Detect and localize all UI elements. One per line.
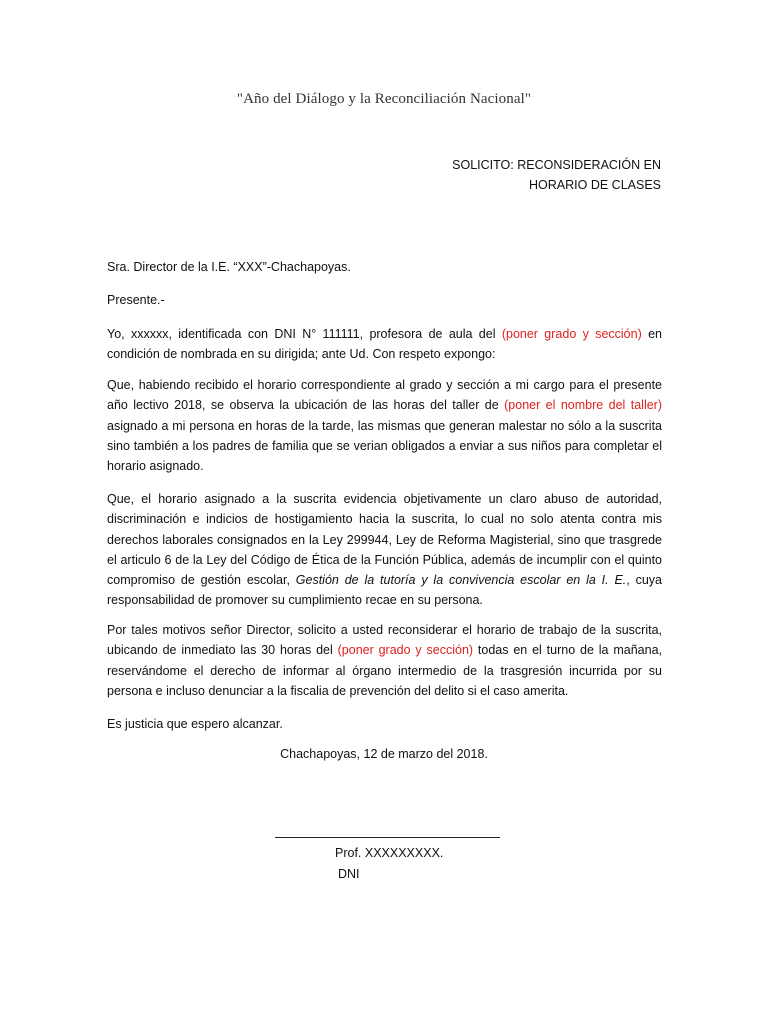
paragraph-request-text-b: todas en el turno de la mañana, reservándome el derecho de informar al órgano intermedio de la trasgresión incurrida por su persona e incluso denunciar a la fiscalia de prevención del delito si el caso amerita. xyxy=(107,643,663,698)
placeholder-grade-section: (poner grado y sección) xyxy=(501,327,642,341)
year-title: "Año del Diálogo y la Reconciliación Nacional" xyxy=(236,91,532,107)
addressee: Sra. Director de la I.E. “XXX”-Chachapoyas. xyxy=(107,260,351,274)
paragraph-schedule-text-a: Que, habiendo recibido el horario correspondiente al grado y sección a mi cargo para el presente año lectivo 2018, se observa la ubicación de las horas del taller de xyxy=(107,378,662,413)
closing-line: Es justicia que espero alcanzar. xyxy=(107,717,283,731)
paragraph-complaint-text-a: Que, el horario asignado a la suscrita evidencia objetivamente un claro abuso de autoridad, discriminación e indicios de hostigamiento hacia la suscrita, lo cual no solo atenta contra mis derechos laborales consignados en la Ley 299944, Ley de Reforma Magisterial, sino que trasgrede el articulo 6 de la Ley del Código de Ética de la Función Pública, además de incumplir con el quinto compromiso de gestión escolar, xyxy=(107,492,662,588)
city-date: Chachapoyas, 12 de marzo del 2018. xyxy=(280,747,488,761)
signature-dni: DNI xyxy=(338,867,360,881)
solicito-line-1: SOLICITO: RECONSIDERACIÓN EN xyxy=(452,158,661,172)
paragraph-complaint xyxy=(107,489,662,611)
signature-name: Prof. XXXXXXXXX. xyxy=(335,846,444,860)
solicito-heading xyxy=(452,155,661,195)
paragraph-schedule-text-b: asignado a mi persona en horas de la tarde, las mismas que generan malestar no sólo a la suscrita sino también a los padres de familia que se verian obligados a enviar a sus niños para completar el horario asignado. xyxy=(107,418,662,474)
paragraph-request xyxy=(107,620,662,701)
signature-line xyxy=(275,837,500,838)
paragraph-schedule xyxy=(107,375,662,476)
paragraph-introduction xyxy=(107,324,662,365)
paragraph-complaint-text-b: , cuya responsabilidad de promover su cumplimiento recae en su persona. xyxy=(107,573,663,608)
placeholder-workshop-name: (poner el nombre del taller) xyxy=(504,398,662,413)
paragraph-request-text-a: Por tales motivos señor Director, solicito a usted reconsiderar el horario de trabajo de la suscrita, ubicando de inmediato las 30 horas del xyxy=(107,623,662,658)
placeholder-grade-section-2: (poner grado y sección) xyxy=(337,643,474,658)
solicito-line-2: HORARIO DE CLASES xyxy=(529,178,661,192)
greeting: Presente.- xyxy=(107,293,165,307)
paragraph-complaint-italic: Gestión de la tutoría y la convivencia escolar en la I. E. xyxy=(295,573,627,588)
paragraph-introduction-text-b: en condición de nombrada en su dirigida; ante Ud. Con respeto expongo: xyxy=(107,327,662,362)
paragraph-introduction-text-a: Yo, xxxxxx, identificada con DNI N° 111111, profesora de aula del xyxy=(107,327,502,341)
